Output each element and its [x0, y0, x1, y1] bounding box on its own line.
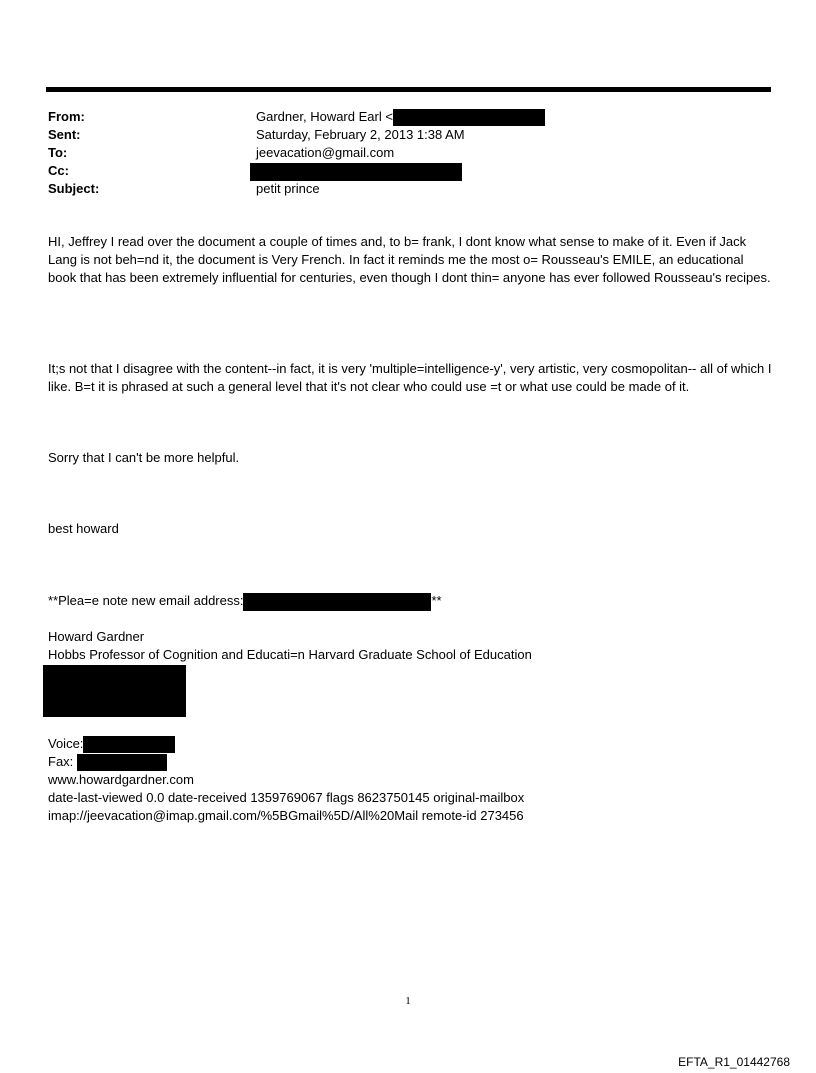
sent-value: Saturday, February 2, 2013 1:38 AM	[256, 127, 465, 142]
website: www.howardgardner.com	[48, 772, 194, 787]
body-paragraph-3: Sorry that I can't be more helpful.	[48, 450, 240, 465]
body-paragraph-1: HI, Jeffrey I read over the document a couple of times and, to b= frank, I dont know what sense to make of it. Even if Jack Lang is not beh=nd it, the document is Very French. In fact it reminds me the most o= Rousseau's EMILE, an educational book that has been extremely influential for centuries, even though I dont thin= anyone has ever followed Rousseau's recipes.	[48, 234, 771, 285]
to-value: jeevacation@gmail.com	[256, 145, 395, 160]
body-paragraph-4: best howard	[48, 521, 119, 536]
voice-line	[48, 735, 175, 753]
email-note-suffix: **	[431, 593, 442, 608]
header-rule	[46, 87, 771, 92]
from-value: Gardner, Howard Earl <	[256, 109, 393, 124]
fax-line	[48, 753, 167, 771]
metadata-line-2: imap://jeevacation@imap.gmail.com/%5BGmail%5D/All%20Mail remote-id 273456	[48, 808, 524, 823]
footer-id: EFTA_R1_01442768	[678, 1055, 790, 1069]
signature-name: Howard Gardner	[48, 629, 145, 644]
subject-value: petit prince	[256, 181, 320, 196]
redaction-block	[43, 665, 186, 717]
page-number: 1	[405, 995, 411, 1007]
redaction	[243, 593, 431, 611]
redaction	[83, 736, 175, 753]
cc-label: Cc:	[48, 163, 69, 178]
sent-label: Sent:	[48, 127, 81, 142]
signature-title: Hobbs Professor of Cognition and Educati=n Harvard Graduate School of Education	[48, 647, 532, 662]
from-label: From:	[48, 109, 85, 124]
to-label: To:	[48, 145, 68, 160]
voice-label: Voice:	[48, 736, 84, 751]
redaction	[250, 163, 462, 181]
email-note-prefix: **Plea=e note new email address:	[48, 593, 244, 608]
redaction	[393, 109, 545, 126]
metadata-line-1: date-last-viewed 0.0 date-received 1359769067 flags 8623750145 original-mailbox	[48, 790, 525, 805]
subject-label: Subject:	[48, 181, 100, 196]
fax-label: Fax:	[48, 754, 74, 769]
email-note	[48, 592, 442, 611]
redaction	[77, 754, 167, 771]
body-paragraph-2: It;s not that I disagree with the content--in fact, it is very 'multiple=intelligence-y', very artistic, very cosmopolitan-- all of which I like. B=t it is phrased at such a general level that it's not clear who could use =t or what use could be made of it.	[48, 361, 772, 394]
